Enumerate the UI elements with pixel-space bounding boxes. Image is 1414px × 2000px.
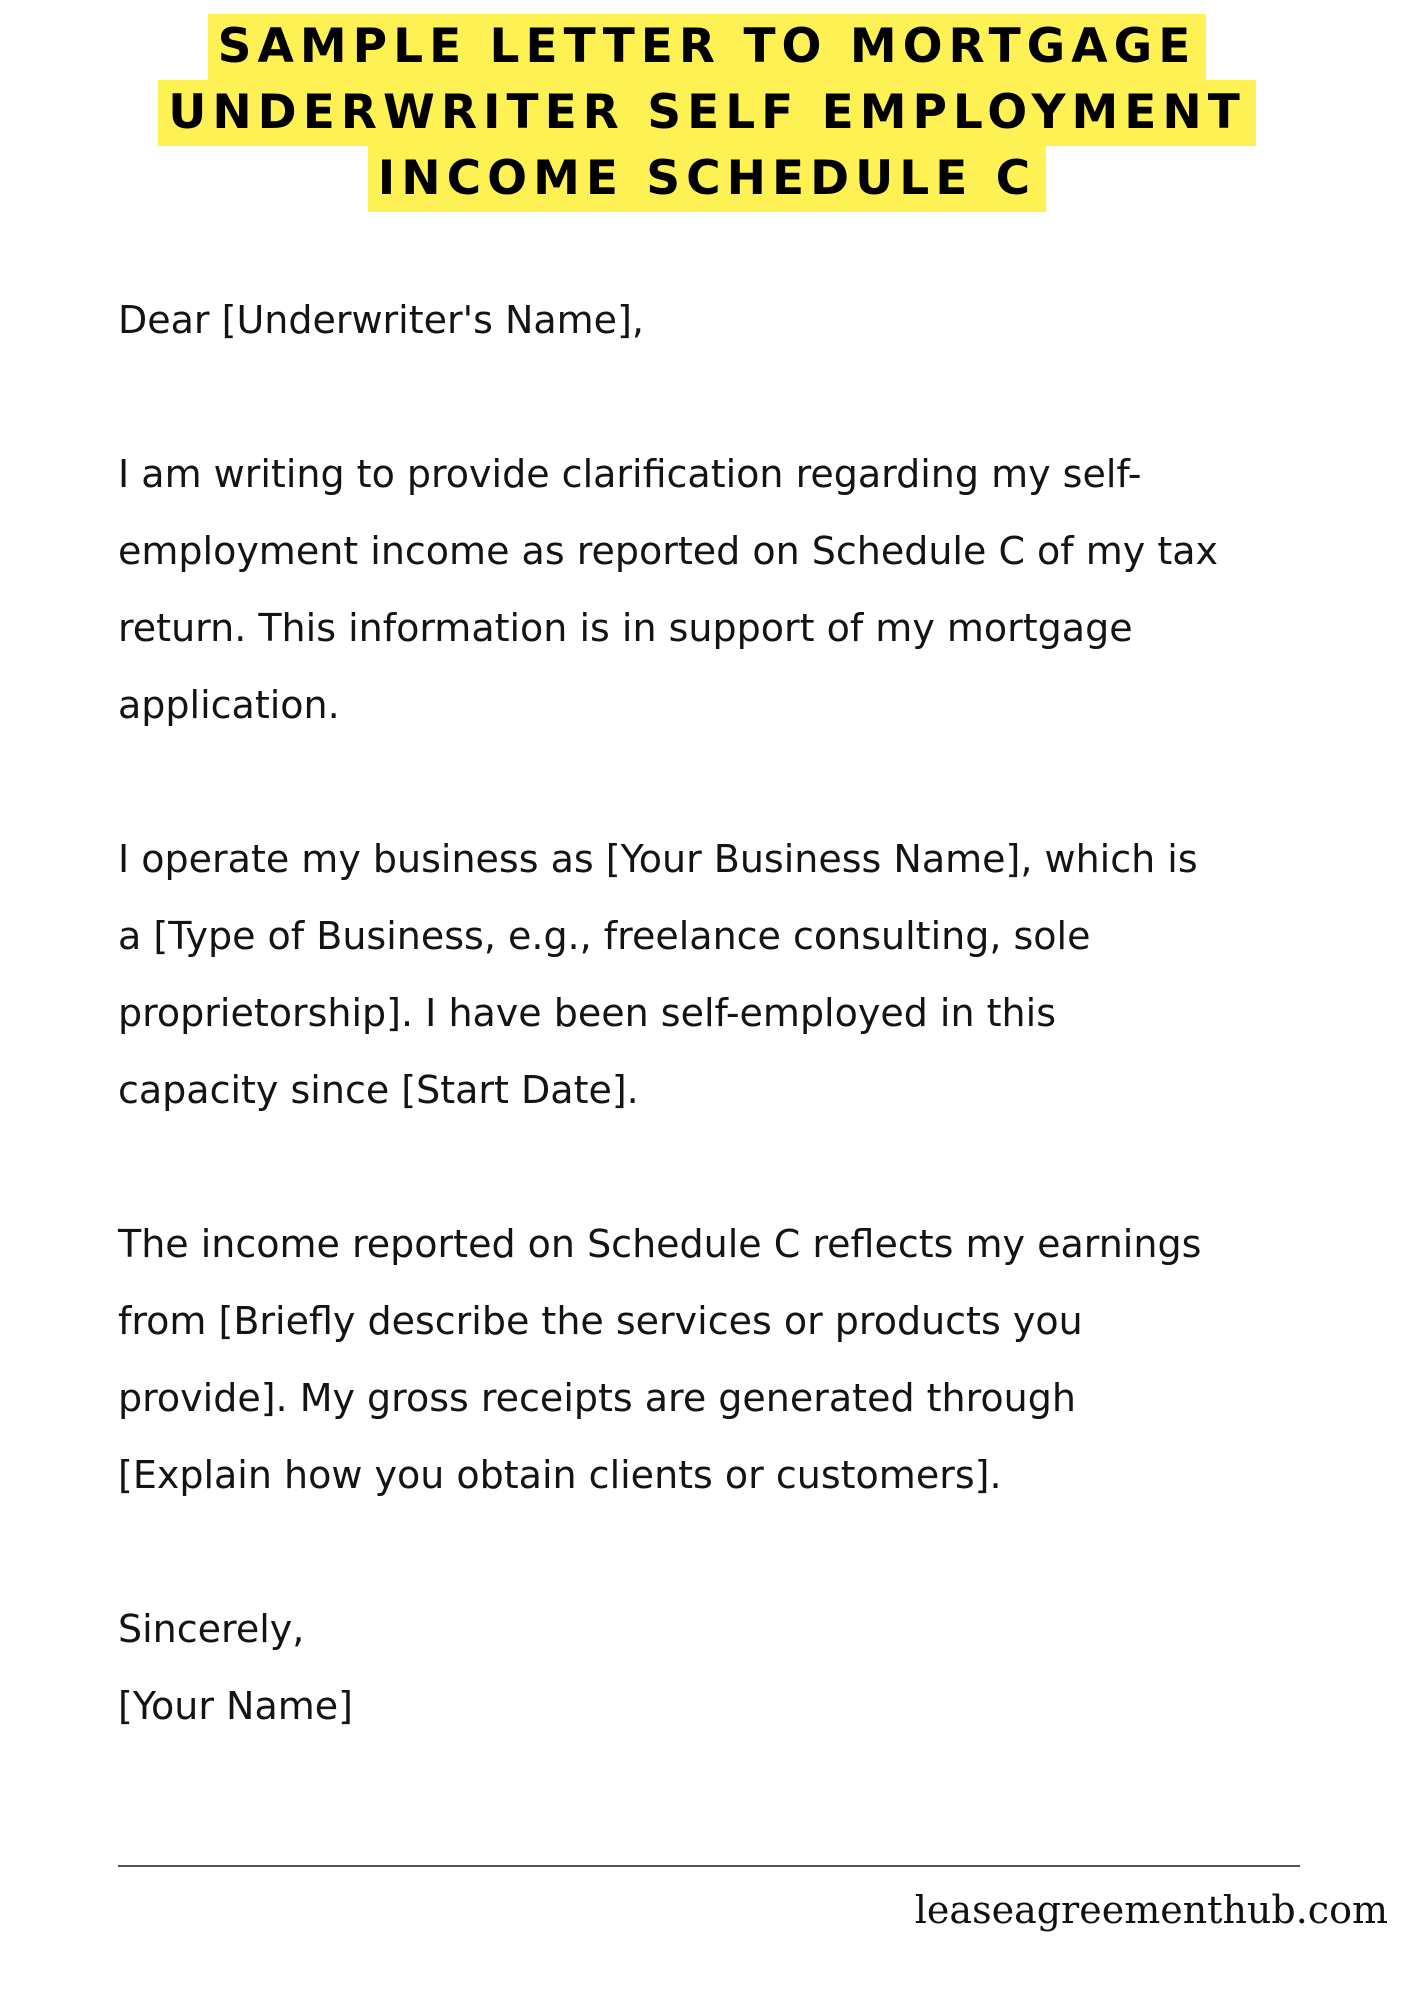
paragraph-line: a [Type of Business, e.g., freelance consulting, sole bbox=[118, 914, 1091, 958]
paragraph-line: from [Briefly describe the services or products you bbox=[118, 1299, 1083, 1343]
title-line-2: UNDERWRITER SELF EMPLOYMENT bbox=[158, 80, 1256, 146]
title-line-1: SAMPLE LETTER TO MORTGAGE bbox=[208, 14, 1207, 80]
paragraph-line: proprietorship]. I have been self-employed in this bbox=[118, 991, 1056, 1035]
paragraph-line: provide]. My gross receipts are generated through bbox=[118, 1376, 1076, 1420]
document-title bbox=[0, 14, 1414, 212]
letter-body bbox=[118, 282, 1368, 1745]
salutation-text: Dear [Underwriter's Name], bbox=[118, 298, 644, 342]
footer-divider bbox=[118, 1865, 1300, 1867]
signature-text: [Your Name] bbox=[118, 1684, 353, 1728]
paragraph-2 bbox=[118, 821, 1368, 1129]
paragraph-line: return. This information is in support of my mortgage bbox=[118, 606, 1133, 650]
paragraph-line: employment income as reported on Schedule C of my tax bbox=[118, 529, 1219, 573]
salutation bbox=[118, 282, 1368, 359]
closing-block bbox=[118, 1591, 1368, 1745]
paragraph-line: I operate my business as [Your Business Name], which is bbox=[118, 837, 1198, 881]
paragraph-line: The income reported on Schedule C reflects my earnings bbox=[118, 1222, 1202, 1266]
paragraph-line: capacity since [Start Date]. bbox=[118, 1068, 639, 1112]
closing-text: Sincerely, bbox=[118, 1607, 305, 1651]
paragraph-1 bbox=[118, 436, 1368, 744]
paragraph-3 bbox=[118, 1206, 1368, 1514]
paragraph-line: [Explain how you obtain clients or customers]. bbox=[118, 1453, 1002, 1497]
paragraph-line: I am writing to provide clarification regarding my self- bbox=[118, 452, 1142, 496]
title-line-3: INCOME SCHEDULE C bbox=[368, 146, 1046, 212]
website-watermark: leaseagreementhub.com bbox=[914, 1888, 1388, 1932]
paragraph-line: application. bbox=[118, 683, 340, 727]
